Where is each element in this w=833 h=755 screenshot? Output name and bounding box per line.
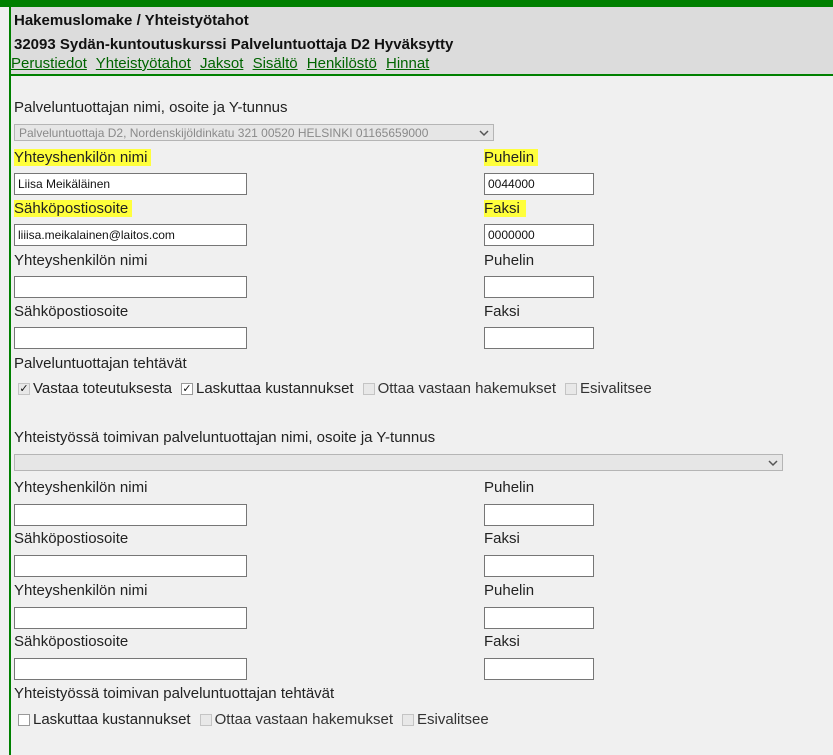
nav-link-sisalto[interactable]: Sisältö: [252, 55, 298, 72]
partner-contact1-email-label: Sähköpostiosoite: [14, 530, 129, 547]
provider-contact2-email-input[interactable]: [14, 327, 247, 349]
task-ottaa-vastaan-hakemukset[interactable]: Ottaa vastaan hakemukset: [363, 380, 556, 397]
partner-contact2-name-label: Yhteyshenkilön nimi: [14, 582, 148, 599]
chevron-down-icon: [479, 126, 489, 140]
partner-section-label: Yhteistyössä toimivan palveluntuottajan nimi, osoite ja Y-tunnus: [14, 429, 436, 446]
partner-contact2-email-input[interactable]: [14, 658, 247, 680]
task-laskuttaa-kustannukset[interactable]: ✓ Laskuttaa kustannukset: [182, 380, 354, 397]
nav-link-henkilosto[interactable]: Henkilöstö: [306, 55, 377, 72]
partner-contact1-fax-input[interactable]: [484, 555, 594, 577]
nav-link-perustiedot[interactable]: Perustiedot: [11, 55, 87, 72]
checkbox-checked-disabled[interactable]: ✓: [19, 382, 29, 395]
provider-contact1-phone-label: Puhelin: [484, 149, 538, 166]
nav-link-hinnat[interactable]: Hinnat: [385, 55, 430, 72]
partner-task-esivalitsee[interactable]: Esivalitsee: [402, 711, 489, 728]
partner-contact1-phone-label: Puhelin: [484, 479, 535, 496]
provider-contact1-name-label: Yhteyshenkilön nimi: [14, 149, 151, 166]
provider-select[interactable]: [14, 124, 494, 141]
left-accent-bar: [9, 7, 11, 755]
checkbox-disabled[interactable]: [200, 714, 212, 726]
page-header: [11, 7, 833, 76]
nav-links: [11, 55, 434, 72]
provider-contact1-fax-label: Faksi: [484, 200, 526, 217]
provider-contact2-fax-input[interactable]: [484, 327, 594, 349]
partner-contact1-email-input[interactable]: [14, 555, 247, 577]
provider-contact1-email-label: Sähköpostiosoite: [14, 200, 132, 217]
provider-contact2-name-label: Yhteyshenkilön nimi: [14, 252, 148, 269]
checkbox-disabled[interactable]: [565, 383, 577, 395]
provider-tasks-checkboxes: [18, 380, 661, 397]
checkbox-disabled[interactable]: [363, 383, 375, 395]
provider-contact2-email-label: Sähköpostiosoite: [14, 303, 129, 320]
partner-contact1-name-label: Yhteyshenkilön nimi: [14, 479, 148, 496]
partner-contact2-fax-input[interactable]: [484, 658, 594, 680]
nav-link-jaksot[interactable]: Jaksot: [200, 55, 244, 72]
task-esivalitsee[interactable]: Esivalitsee: [565, 380, 652, 397]
provider-contact1-phone-input[interactable]: [484, 173, 594, 195]
provider-section-label: Palveluntuottajan nimi, osoite ja Y-tunnus: [14, 99, 288, 116]
page-title: Hakemuslomake / Yhteistyötahot: [14, 12, 249, 29]
partner-select[interactable]: [14, 454, 783, 471]
provider-contact2-phone-label: Puhelin: [484, 252, 535, 269]
checkbox-unchecked[interactable]: [18, 714, 30, 726]
partner-contact2-email-label: Sähköpostiosoite: [14, 633, 129, 650]
partner-contact1-name-input[interactable]: [14, 504, 247, 526]
provider-contact1-email-input[interactable]: [14, 224, 247, 246]
page-subtitle: 32093 Sydän-kuntoutuskurssi Palveluntuottaja D2 Hyväksytty: [14, 36, 454, 53]
task-vastaa-toteutuksesta[interactable]: ✓ Vastaa toteutuksesta: [19, 380, 172, 397]
partner-contact2-phone-input[interactable]: [484, 607, 594, 629]
provider-select-value: Palveluntuottaja D2, Nordenskijöldinkatu 321 00520 HELSINKI 01165659000: [19, 126, 429, 140]
checkbox-disabled[interactable]: [402, 714, 414, 726]
provider-contact2-fax-label: Faksi: [484, 303, 520, 320]
top-accent-bar: [0, 0, 833, 7]
provider-contact2-phone-input[interactable]: [484, 276, 594, 298]
provider-tasks-label: Palveluntuottajan tehtävät: [14, 355, 187, 372]
partner-tasks-checkboxes: [18, 711, 498, 728]
checkbox-checked[interactable]: ✓: [182, 382, 192, 395]
partner-contact2-fax-label: Faksi: [484, 633, 520, 650]
provider-contact1-fax-input[interactable]: [484, 224, 594, 246]
partner-tasks-label: Yhteistyössä toimivan palveluntuottajan tehtävät: [14, 685, 335, 702]
nav-link-yhteistyotahot[interactable]: Yhteistyötahot: [95, 55, 191, 72]
provider-contact2-name-input[interactable]: [14, 276, 247, 298]
chevron-down-icon: [768, 456, 778, 470]
partner-contact1-phone-input[interactable]: [484, 504, 594, 526]
partner-contact2-name-input[interactable]: [14, 607, 247, 629]
partner-task-laskuttaa-kustannukset[interactable]: Laskuttaa kustannukset: [18, 711, 191, 728]
provider-contact1-name-input[interactable]: [14, 173, 247, 195]
partner-contact2-phone-label: Puhelin: [484, 582, 535, 599]
partner-contact1-fax-label: Faksi: [484, 530, 520, 547]
partner-task-ottaa-vastaan-hakemukset[interactable]: Ottaa vastaan hakemukset: [200, 711, 393, 728]
